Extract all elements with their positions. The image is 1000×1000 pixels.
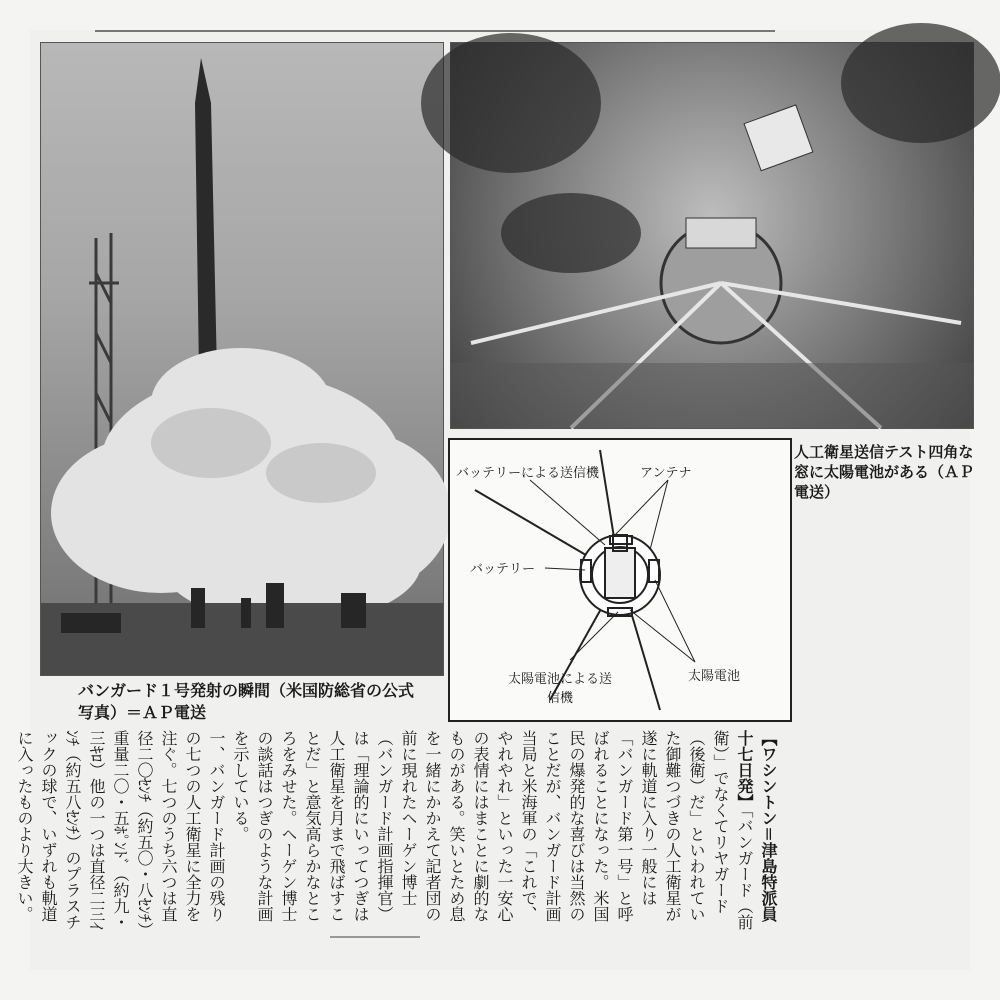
bottom-rule [330, 936, 420, 938]
article-body [15, 730, 780, 931]
label-battery-transmitter: バッテリーによる送信機 [456, 466, 600, 481]
article-dateline: 【ワシントン＝津島特派員十七日発】 [735, 730, 778, 923]
article-paragraph-1: 「バンガード（前衛）」でなくてリヤガード（後衛）だ」といわれていた御難つづきの人工衛星が遂に軌道に入り一般には「バンガード第一号」と呼ばれることになった。米国民の爆発的な喜びは当然のことだが、バンガード計画当局と米海軍の「これで、やれやれ」といった一安心の表情にはまことに劇的なものがある。笑いとため息を一緒にかかえて記者団の前に現れたヘーゲン博士（バンガード計画指揮官）は「理論的にいってつぎは人工衛星を月まで飛ばすことだ」と意気高らかなところをみせた。ヘーゲン博士の談話はつぎのような計画を示している。 [231, 730, 754, 930]
label-solar-cell: 太陽電池 [688, 669, 741, 684]
label-antenna: アンテナ [640, 466, 692, 481]
label-battery: バッテリー [470, 562, 536, 577]
satellite-photo-caption: 人工衛星送信テスト四角な窓に太陽電池がある（ＡＰ電送） [794, 443, 975, 501]
rocket-launch-illustration [41, 43, 443, 675]
satellite-test-photo [450, 42, 974, 429]
label-solar-transmitter: 太陽電池による送信機 [507, 672, 612, 706]
rocket-launch-photo [40, 42, 444, 676]
satellite-test-illustration [451, 43, 973, 428]
satellite-diagram [448, 438, 792, 722]
top-rule [95, 30, 775, 32]
rocket-body [195, 58, 217, 373]
article-paragraph-2: 一、バンガード計画の残りの七つの人工衛星に全力を注ぐ。七つのうち六つは直径二〇ｾﾝﾁ（約五〇・八ｾﾝﾁ）重量二〇・五ﾎﾟﾝﾄﾞ（約九・三ｷﾛ）他の一つは直径二三ｲﾝﾁ（約五八ｾﾝﾁ）のプラスチックの球で、いずれも軌道に入ったものより大きい。 [15, 730, 226, 931]
rocket-photo-caption: バンガード１号発射の瞬間（米国防総省の公式写真）＝ＡＰ電送 [78, 681, 415, 722]
